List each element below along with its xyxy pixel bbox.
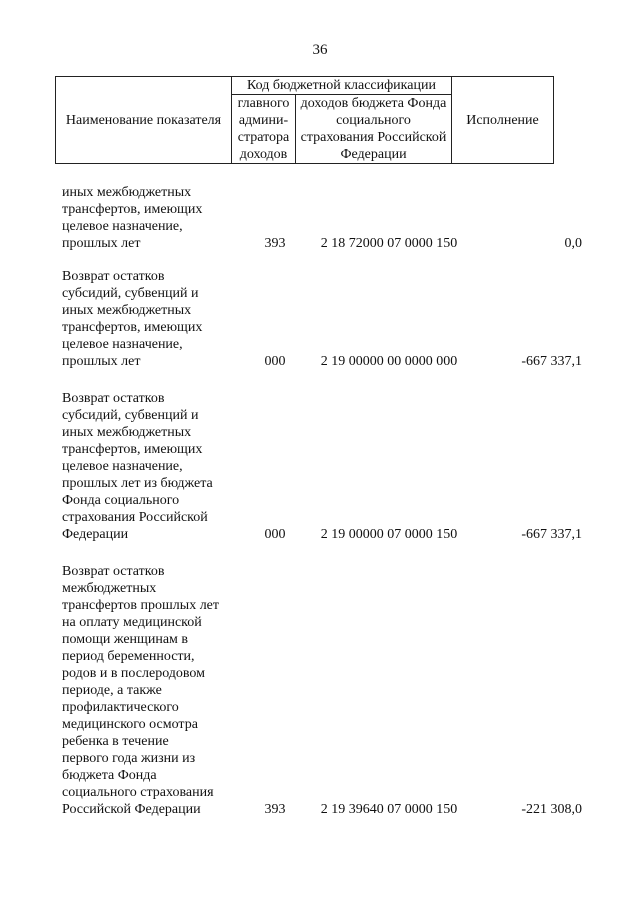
row-execution: -667 337,1 bbox=[521, 354, 582, 369]
row-admin-code: 000 bbox=[264, 527, 286, 542]
row-name: Возврат остатков субсидий, субвенций и иных межбюджетных трансфертов, имеющих целевое назначение, прошлых лет bbox=[62, 269, 203, 369]
table-header bbox=[55, 76, 554, 164]
page-number: 36 bbox=[312, 42, 328, 58]
header-name: Наименование показателя bbox=[56, 77, 232, 164]
row-budget-code: 2 19 00000 00 0000 000 bbox=[320, 354, 458, 369]
header-admin: главного админи-стратора доходов bbox=[232, 95, 296, 164]
row-budget-code: 2 19 00000 07 0000 150 bbox=[320, 527, 458, 542]
header-classification: Код бюджетной классификации bbox=[232, 77, 452, 95]
row-execution: -667 337,1 bbox=[521, 527, 582, 542]
row-budget-code: 2 19 39640 07 0000 150 bbox=[320, 802, 458, 817]
header-execution: Исполнение bbox=[452, 77, 554, 164]
row-execution: -221 308,0 bbox=[521, 802, 582, 817]
row-name: Возврат остатков субсидий, субвенций и иных межбюджетных трансфертов, имеющих целевое назначение, прошлых лет из бюджета Фонда социального страхования Российской Федерации bbox=[62, 391, 213, 542]
row-execution: 0,0 bbox=[564, 236, 582, 251]
row-budget-code: 2 18 72000 07 0000 150 bbox=[320, 236, 458, 251]
row-name: иных межбюджетных трансфертов, имеющих целевое назначение, прошлых лет bbox=[62, 185, 203, 251]
row-admin-code: 393 bbox=[264, 802, 286, 817]
row-admin-code: 000 bbox=[264, 354, 286, 369]
header-income: доходов бюджета Фонда социального страхования Российской Федерации bbox=[296, 95, 452, 164]
row-admin-code: 393 bbox=[264, 236, 286, 251]
row-name: Возврат остатков межбюджетных трансфертов прошлых лет на оплату медицинской помощи женщинам в период беременности, родов и в послеродовом периоде, а также профилактического медицинского осмотра ребенка в течение первого года жизни из бюджета Фонда социального страхования Российской Федерации bbox=[62, 564, 220, 817]
